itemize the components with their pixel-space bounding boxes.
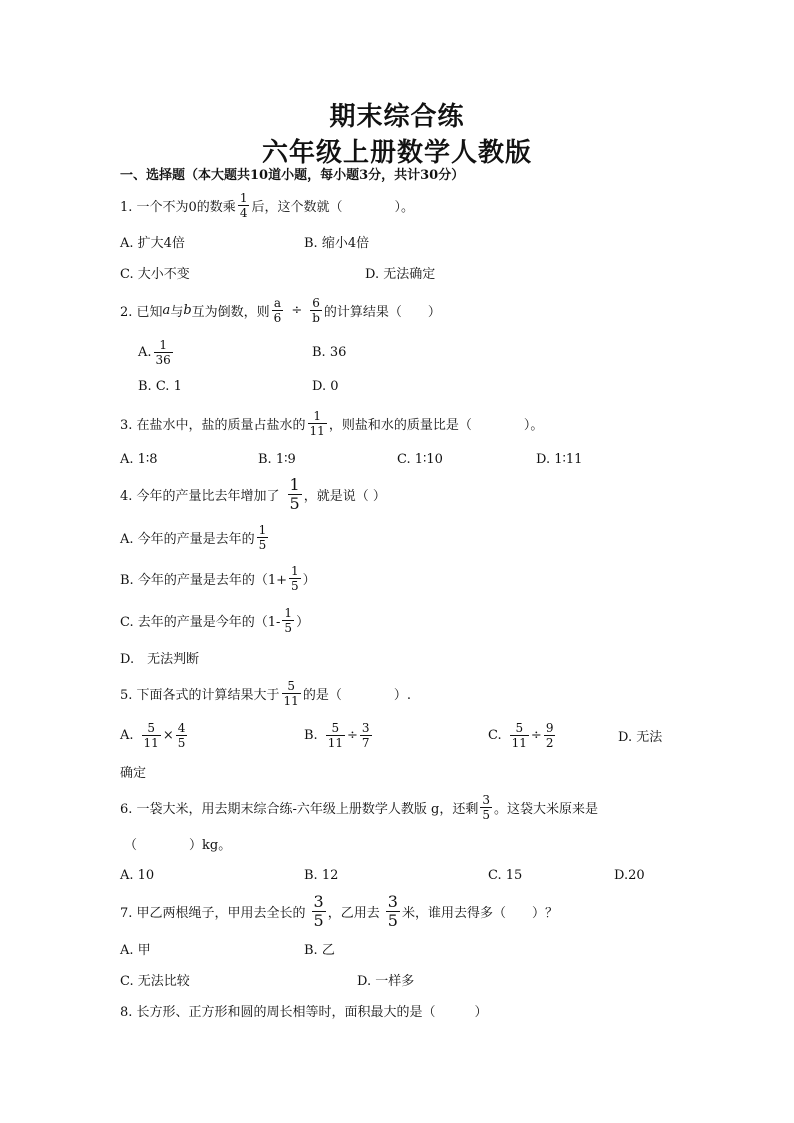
q5-text-pre: 5. 下面各式的计算结果大于 [120,687,280,703]
q5-option-b-numerator-2: 3 [361,720,370,735]
q4-option-b-close: ） [302,572,316,588]
q2-text-mid2: 互为倒数，则 [191,304,270,320]
q2-text-pre: 2. 已知 [120,304,163,320]
section-heading: 一、选择题（本大题共10道小题，每小题3分，共计30分） [120,167,465,183]
q4-fraction [288,474,302,513]
q5-option-b-operator: ÷ [346,727,358,743]
q6-option-a: A. 10 [120,867,155,883]
q1-option-a: A. 扩大4倍 [120,235,185,251]
q5-option-a-label: A. [120,727,134,743]
q5-option-c-numerator-2: 9 [545,720,554,735]
q6-option-b: B. 12 [304,867,339,883]
q5-option-b-denominator-2: 7 [361,735,370,750]
q7-fraction-1-denominator: 5 [313,910,324,930]
q3-text-pre: 3. 在盐水中，盐的质量占盐水的 [120,417,306,433]
q1-fraction-numerator: 1 [239,190,248,205]
q5-option-d-continued: 确定 [120,765,147,781]
q3-option-b: B. 1∶9 [258,451,296,467]
q7-fraction-2-numerator: 3 [387,891,398,911]
q4-option-a-fraction [257,524,269,551]
q1-option-c: C. 大小不变 [120,266,190,282]
q4-option-b-denominator: 5 [290,578,299,593]
q2-fraction-2 [310,297,322,324]
q4-option-b [120,563,316,593]
q4-option-c-close: ） [296,614,310,630]
q4-text-post: ，就是说（ ） [303,488,386,504]
q5-text-post: 的是（ ）. [302,687,411,703]
q7-option-b: B. 乙 [304,942,335,958]
q2-option-b: B. 36 [312,344,347,360]
q3-option-c: C. 1∶10 [397,451,443,467]
q1-fraction-denominator: 4 [239,205,248,220]
question-7 [120,891,558,930]
q7-option-d: D. 一样多 [357,973,415,989]
q6-answer-line: （ ）kg。 [124,837,232,853]
q6-fraction-numerator: 3 [482,792,491,807]
q5-option-c-numerator-1: 5 [515,720,524,735]
q2-fraction-2-denominator: b [312,310,320,325]
q7-fraction-2-denominator: 5 [387,910,398,930]
page-title: 期末综合练 [329,102,465,132]
q4-option-a-text: A. 今年的产量是去年的 [120,531,255,547]
q4-option-a-numerator: 1 [258,522,267,537]
q2-option-d: D. 0 [312,378,339,394]
question-1 [120,190,414,220]
q4-option-b-text: B. 今年的产量是去年的（1+ [120,572,287,588]
question-8: 8. 长方形、正方形和圆的周长相等时，面积最大的是（ ） [120,1004,488,1020]
q2-option-a-fraction [154,339,173,366]
q3-fraction-denominator: 11 [309,423,325,438]
q5-option-b-numerator-1: 5 [331,720,340,735]
page-subtitle: 六年级上册数学人教版 [261,138,532,168]
q5-fraction [282,680,301,707]
q7-option-c: C. 无法比较 [120,973,190,989]
q4-option-b-numerator: 1 [290,563,299,578]
q5-option-a-fraction-1 [142,722,161,749]
q3-text-post: ，则盐和水的质量比是（ ）。 [328,417,544,433]
q4-option-a [120,522,270,552]
q7-text-pre: 7. 甲乙两根绳子，甲用去全长的 [120,905,306,921]
q4-option-c-denominator: 5 [284,620,293,635]
q3-fraction-numerator: 1 [313,408,321,423]
q2-fraction-1-numerator: a [273,295,282,310]
q6-option-d: D.20 [614,867,645,883]
q1-option-b: B. 缩小4倍 [304,235,370,251]
q6-fraction-denominator: 5 [482,807,491,822]
q4-fraction-numerator: 1 [289,474,300,494]
q2-var-a: a [162,302,171,318]
q6-text-pre: 6. 一袋大米，用去期末综合练-六年级上册数学人教版 g，还剩 [120,801,479,817]
q2-text-post: 的计算结果（ ） [323,304,441,320]
q5-fraction-numerator: 5 [287,678,295,693]
q5-option-c [488,720,557,750]
q4-option-c-text: C. 去年的产量是今年的（1- [120,614,281,630]
q2-option-a [138,337,175,367]
q1-option-d: D. 无法确定 [365,266,436,282]
q3-option-d: D. 1∶11 [536,451,583,467]
q5-option-c-denominator-1: 11 [511,735,527,750]
question-2 [120,295,441,325]
q2-option-c: B. C. 1 [138,378,182,394]
q5-option-a-denominator-2: 5 [177,735,186,750]
q7-option-a: A. 甲 [120,942,151,958]
q5-option-a-numerator-1: 5 [147,720,155,735]
q1-text-post: 后，这个数就（ ）。 [251,199,414,215]
q5-option-a-fraction-2 [176,722,188,749]
q2-fraction-2-numerator: 6 [312,295,320,310]
q5-option-c-operator: ÷ [530,727,542,743]
q6-text-post: 。这袋大米原来是 [494,801,599,817]
q5-option-b [304,720,374,750]
q5-option-a [120,720,189,750]
q3-option-a: A. 1∶8 [120,451,158,467]
q6-fraction [480,794,492,821]
q7-fraction-1-numerator: 3 [313,891,324,911]
q4-option-c [120,605,310,635]
q7-text-post: 米，谁用去得多（ ）？ [401,905,558,921]
q4-text-pre: 4. 今年的产量比去年增加了 [120,488,280,504]
q5-option-b-label: B. [304,727,318,743]
q2-option-a-denominator: 36 [155,352,171,367]
q5-option-b-fraction-1 [326,722,345,749]
q7-text-mid: ，乙用去 [327,905,380,921]
question-5 [120,678,411,708]
q4-option-a-denominator: 5 [258,537,267,552]
question-4 [120,474,386,513]
q5-option-a-operator: × [162,727,174,743]
q5-option-b-denominator-1: 11 [327,735,343,750]
q2-option-a-numerator: 1 [159,337,167,352]
q5-option-d: D. 无法 [618,729,663,745]
q2-option-a-label: A. [138,344,152,360]
question-6 [120,792,599,822]
q5-option-c-fraction-1 [510,722,529,749]
q5-option-c-label: C. [488,727,502,743]
q5-option-c-fraction-2 [544,722,556,749]
q5-option-a-numerator-2: 4 [177,720,186,735]
q4-option-c-fraction [282,607,294,634]
q2-var-b: b [183,302,192,318]
q3-fraction [308,410,327,437]
q1-fraction [238,192,250,219]
q2-fraction-1 [272,297,284,324]
q7-fraction-1 [312,891,326,930]
q2-text-mid1: 与 [170,304,184,320]
q2-operator: ÷ [291,302,303,318]
question-3 [120,408,544,438]
q4-fraction-denominator: 5 [289,493,300,513]
q2-fraction-1-denominator: 6 [273,310,282,325]
q5-option-b-fraction-2 [360,722,372,749]
q5-option-c-denominator-2: 2 [545,735,554,750]
q4-option-b-fraction [289,565,301,592]
q5-fraction-denominator: 11 [283,693,299,708]
q6-option-c: C. 15 [488,867,523,883]
q4-option-d: D. 无法判断 [120,651,200,667]
q7-fraction-2 [386,891,400,930]
q4-option-c-numerator: 1 [284,605,293,620]
q5-option-a-denominator-1: 11 [143,735,159,750]
q1-text-pre: 1. 一个不为0的数乘 [120,199,236,215]
